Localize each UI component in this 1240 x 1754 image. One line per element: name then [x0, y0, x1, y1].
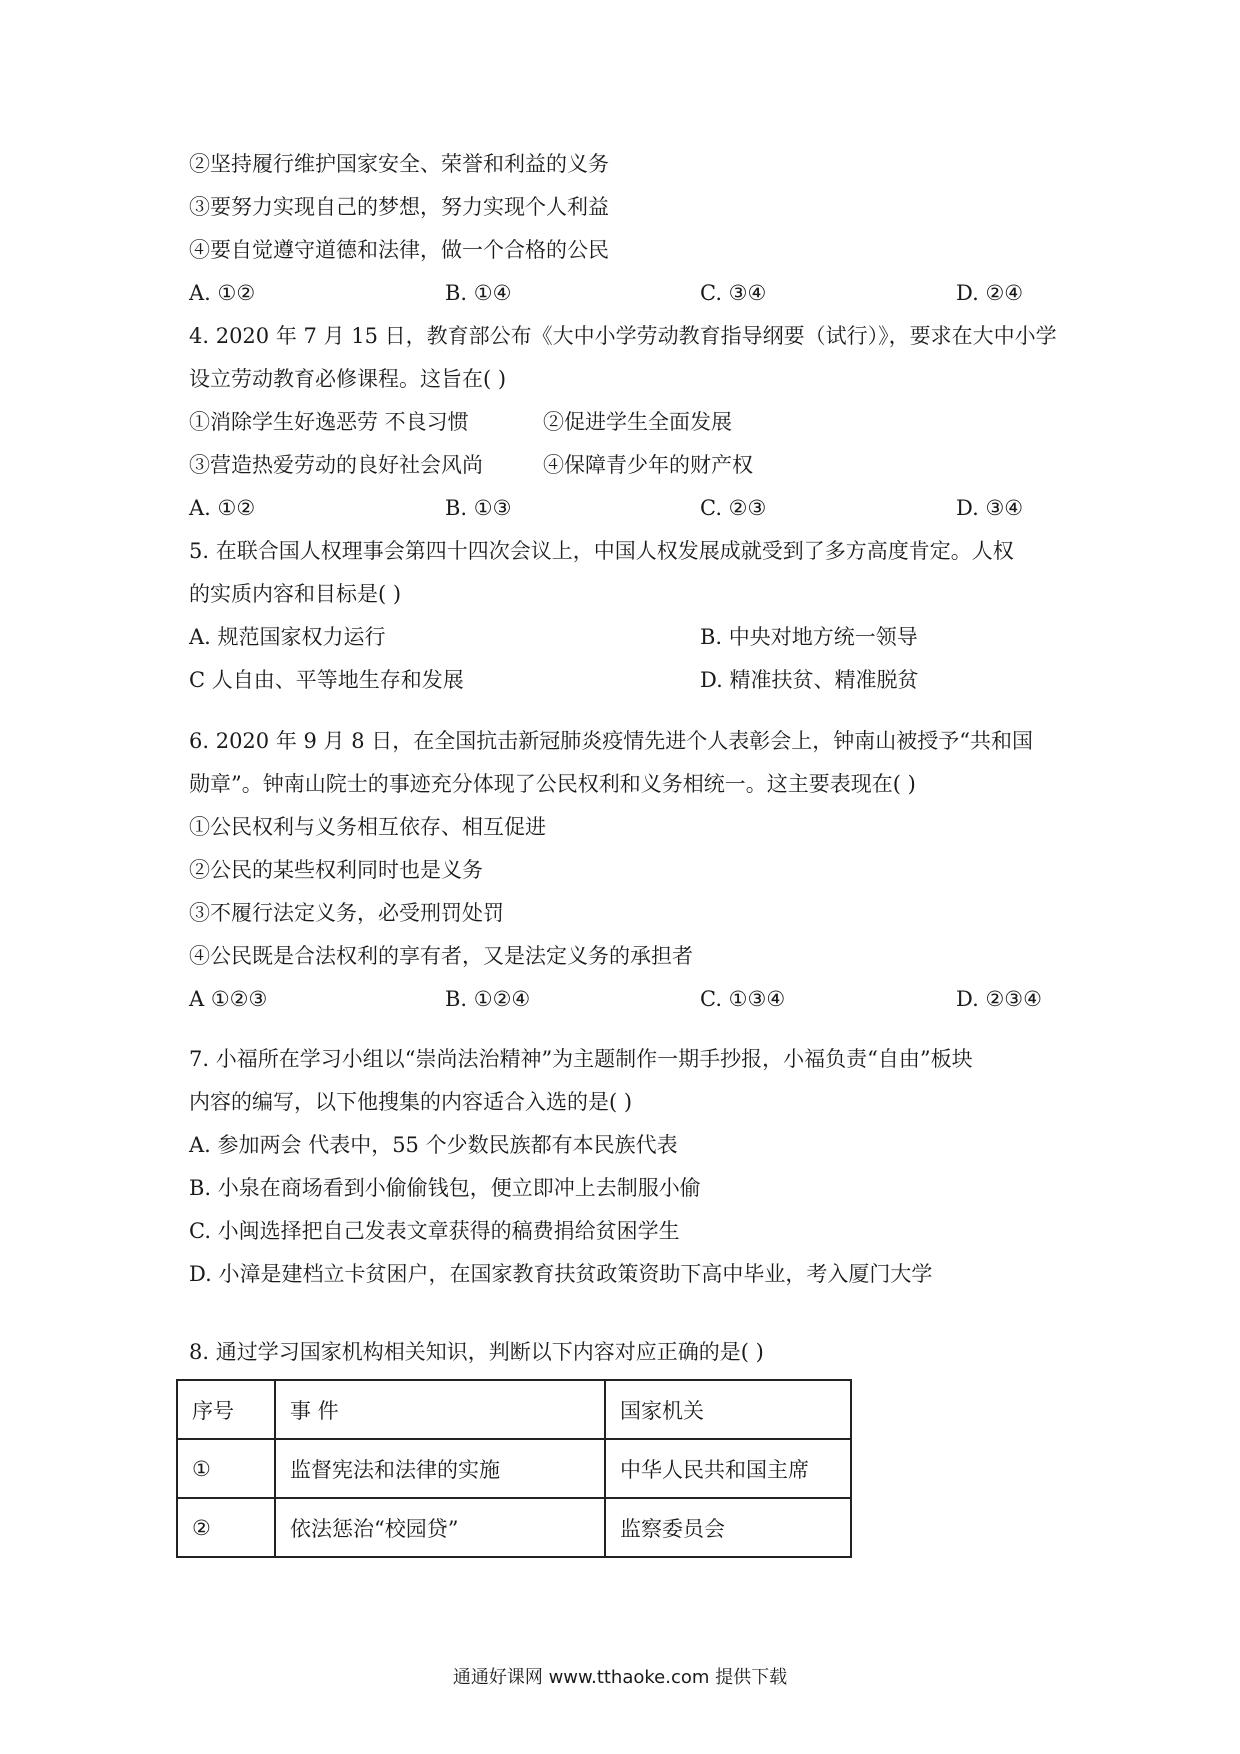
table-cell: 中华人民共和国主席 — [605, 1439, 851, 1498]
table-cell: 监察委员会 — [605, 1498, 851, 1557]
q4-item-1: ①消除学生好逸恶劳 不良习惯 — [189, 410, 469, 434]
q6-item-2: ②公民的某些权利同时也是义务 — [189, 858, 483, 882]
q6-stem-line1: 6. 2020 年 9 月 8 日，在全国抗击新冠肺炎疫情先进个人表彰会上，钟南山被授予“共和国 — [189, 729, 1033, 753]
q4-answer-d: D. ③④ — [956, 496, 1024, 520]
q7-stem-line1: 7. 小福所在学习小组以“崇尚法治精神”为主题制作一期手抄报，小福负责“自由”板块 — [189, 1047, 973, 1071]
table-cell: 依法惩治“校园贷” — [275, 1498, 605, 1557]
q7-answer-b: B. 小泉在商场看到小偷偷钱包，便立即冲上去制服小偷 — [189, 1176, 701, 1200]
q3-answer-b: B. ①④ — [445, 281, 512, 305]
q5-stem-line1: 5. 在联合国人权理事会第四十四次会议上，中国人权发展成就受到了多方高度肯定。人权 — [189, 539, 1014, 563]
q6-answer-a: A ①②③ — [189, 987, 268, 1011]
table-cell: ② — [177, 1498, 275, 1557]
q7-answer-a: A. 参加两会 代表中，55 个少数民族都有本民族代表 — [189, 1133, 678, 1157]
q4-answer-a: A. ①② — [189, 496, 256, 520]
q5-stem-line2: 的实质内容和目标是( ) — [189, 582, 402, 606]
q4-stem-line1: 4. 2020 年 7 月 15 日，教育部公布《大中小学劳动教育指导纲要（试行）》，要求在大中小学 — [189, 324, 1057, 348]
q4-answer-b: B. ①③ — [445, 496, 512, 520]
page-footer: 通通好课网 www.tthaoke.com 提供下载 — [452, 1667, 788, 1688]
table-cell: ① — [177, 1439, 275, 1498]
q6-item-3: ③不履行法定义务，必受刑罚处罚 — [189, 901, 504, 925]
q7-answer-c: C. 小闽选择把自己发表文章获得的稿费捐给贫困学生 — [189, 1219, 680, 1243]
q6-answer-d: D. ②③④ — [956, 987, 1042, 1011]
q8-table — [176, 1379, 852, 1558]
q3-option-3: ③要努力实现自己的梦想，努力实现个人利益 — [189, 195, 609, 219]
q6-answer-c: C. ①③④ — [700, 987, 786, 1011]
q7-answer-d: D. 小漳是建档立卡贫困户，在国家教育扶贫政策资助下高中毕业，考入厦门大学 — [189, 1262, 933, 1286]
q5-answer-b: B. 中央对地方统一领导 — [700, 625, 918, 649]
q6-answer-b: B. ①②④ — [445, 987, 531, 1011]
table-cell: 监督宪法和法律的实施 — [275, 1439, 605, 1498]
q3-answer-a: A. ①② — [189, 281, 256, 305]
table-header-row — [177, 1380, 851, 1439]
q5-answer-d: D. 精准扶贫、精准脱贫 — [700, 668, 919, 692]
table-row — [177, 1498, 851, 1557]
q4-item-2: ②促进学生全面发展 — [543, 410, 732, 434]
q3-answer-d: D. ②④ — [956, 281, 1024, 305]
q4-item-4: ④保障青少年的财产权 — [543, 453, 753, 477]
table-header-cell: 国家机关 — [605, 1380, 851, 1439]
q6-item-1: ①公民权利与义务相互依存、相互促进 — [189, 815, 546, 839]
table-row — [177, 1439, 851, 1498]
q6-stem-line2: 勋章”。钟南山院士的事迹充分体现了公民权利和义务相统一。这主要表现在( ) — [189, 772, 916, 796]
table-header-cell: 序号 — [177, 1380, 275, 1439]
q4-stem-line2: 设立劳动教育必修课程。这旨在( ) — [189, 367, 507, 391]
q4-item-3: ③营造热爱劳动的良好社会风尚 — [189, 453, 483, 477]
table-header-cell: 事 件 — [275, 1380, 605, 1439]
q7-stem-line2: 内容的编写，以下他搜集的内容适合入选的是( ) — [189, 1090, 633, 1114]
q4-answer-c: C. ②③ — [700, 496, 767, 520]
q8-stem: 8. 通过学习国家机构相关知识，判断以下内容对应正确的是( ) — [189, 1340, 764, 1364]
q3-option-4: ④要自觉遵守道德和法律，做一个合格的公民 — [189, 238, 609, 262]
q6-item-4: ④公民既是合法权利的享有者，又是法定义务的承担者 — [189, 944, 693, 968]
q3-option-2: ②坚持履行维护国家安全、荣誉和利益的义务 — [189, 152, 609, 176]
q5-answer-a: A. 规范国家权力运行 — [189, 625, 386, 649]
q5-answer-c: C 人自由、平等地生存和发展 — [189, 668, 464, 692]
q3-answer-c: C. ③④ — [700, 281, 767, 305]
